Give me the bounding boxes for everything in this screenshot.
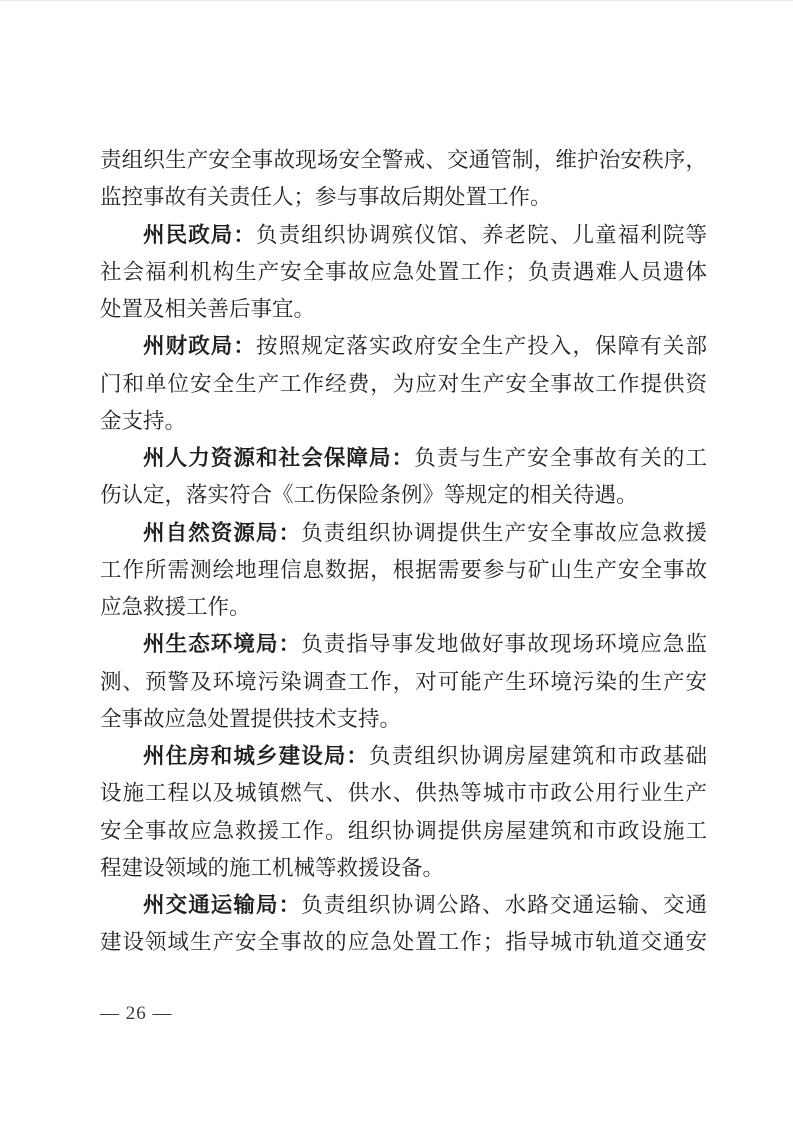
text-line: 建设领域生产安全事故的应急处置工作；指导城市轨道交通安	[100, 930, 707, 955]
text-line: 州自然资源局：负责组织协调提供生产安全事故应急救援	[143, 520, 707, 545]
text-line: 设施工程以及城镇燃气、供水、供热等城市市政公用行业生产	[100, 781, 707, 806]
paragraph-ecology-environment-bureau	[100, 626, 707, 738]
department-name: 州财政局：	[143, 334, 257, 359]
text-line: 金支持。	[100, 408, 187, 433]
text-line: 处置及相关善后事宜。	[100, 297, 316, 321]
text-line: 州人力资源和社会保障局：负责与生产安全事故有关的工	[143, 446, 707, 470]
document-body	[100, 142, 707, 962]
text-line: 社会福利机构生产安全事故应急处置工作；负责遇难人员遗体	[100, 259, 707, 284]
text-line: 州财政局：按照规定落实政府安全生产投入，保障有关部	[143, 334, 707, 359]
paragraph-finance-bureau	[100, 328, 707, 440]
paragraph-human-resources-social-security-bureau	[100, 440, 707, 515]
paragraph-natural-resources-bureau	[100, 515, 707, 627]
text-line: 州生态环境局：负责指导事发地做好事故现场环境应急监	[143, 632, 707, 657]
page-footer	[100, 1002, 173, 1026]
paragraph-housing-urban-rural-construction-bureau	[100, 738, 707, 887]
department-name: 州生态环境局：	[143, 632, 302, 657]
text-line: 监控事故有关责任人；参与事故后期处置工作。	[100, 185, 552, 210]
department-name: 州民政局：	[143, 222, 257, 247]
text-line: 伤认定，落实符合《工伤保险条例》等规定的相关待遇。	[100, 483, 638, 508]
text-line: 测、预警及环境污染调查工作，对可能产生环境污染的生产安	[100, 669, 707, 694]
text-line: 门和单位安全生产工作经费，为应对生产安全事故工作提供资	[100, 371, 707, 396]
text-line: 应急救援工作。	[100, 595, 251, 619]
text-line: 全事故应急处置提供技术支持。	[100, 706, 402, 731]
department-name: 州住房和城乡建设局：	[143, 744, 370, 768]
text-line: 州交通运输局：负责组织协调公路、水路交通运输、交通	[143, 893, 707, 917]
department-name: 州自然资源局：	[143, 520, 302, 545]
paragraph-civil-affairs-bureau	[100, 217, 707, 329]
text-line: 州住房和城乡建设局：负责组织协调房屋建筑和市政基础	[143, 744, 707, 768]
department-name: 州人力资源和社会保障局：	[143, 446, 415, 470]
text-line: 责组织生产安全事故现场安全警戒、交通管制，维护治安秩序，	[100, 148, 707, 172]
text-line: 州民政局：负责组织协调殡仪馆、养老院、儿童福利院等	[143, 222, 707, 247]
text-line: 程建设领域的施工机械等救援设备。	[100, 855, 445, 880]
paragraph-public-security-continuation	[100, 142, 707, 217]
paragraph-transportation-bureau	[100, 887, 707, 962]
text-line: 安全事故应急救援工作。组织协调提供房屋建筑和市政设施工	[100, 818, 707, 843]
page-number: — 26 —	[100, 1003, 173, 1024]
department-name: 州交通运输局：	[143, 893, 302, 917]
text-line: 工作所需测绘地理信息数据，根据需要参与矿山生产安全事故	[100, 557, 707, 582]
